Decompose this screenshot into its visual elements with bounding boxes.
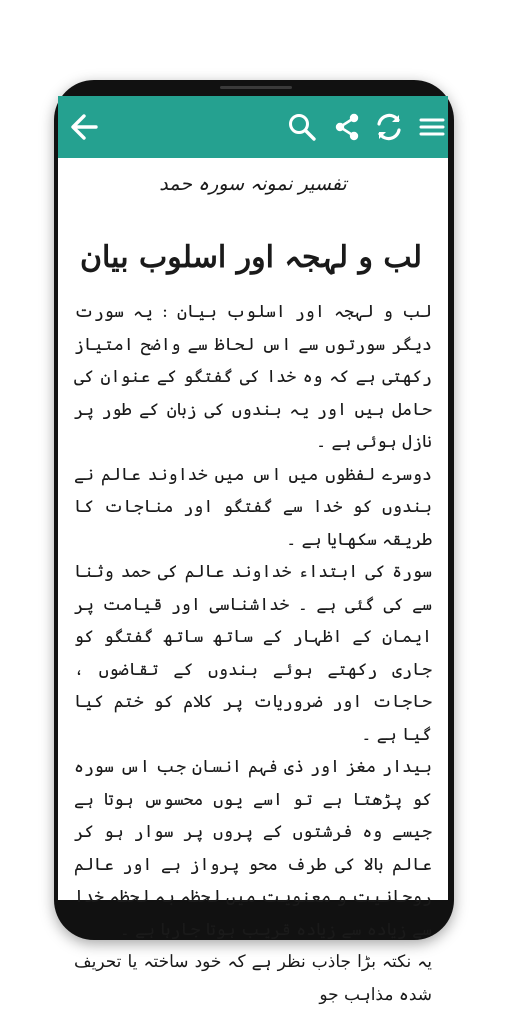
paragraph: دوسرے لفظوں میں اس میں خداوند عالم نے بندوں کو خدا سے گفتگو اور مناجات کا طریقہ سکھایا ہے ۔ — [74, 464, 432, 550]
article-content — [58, 168, 448, 1011]
search-icon[interactable] — [286, 111, 318, 143]
paragraph: یہ نکتہ بڑا جاذب نظر ہے کہ خود ساختہ یا تحریف شدہ مذاہب جو — [74, 952, 432, 1005]
article-subtitle: تفسیر نمونہ سورہ حمد — [159, 173, 347, 195]
app-bar — [58, 96, 448, 158]
article-body — [74, 296, 432, 1011]
refresh-icon[interactable] — [373, 111, 405, 143]
share-icon[interactable] — [331, 111, 363, 143]
paragraph: سورۃ کی ابتداء خداوند عالم کی حمد وثنا سے کی گئی ہے ۔ خداشناسی اور قیامت پر ایمان کے اظہار کے ساتھ ساتھ گفتگو کو جاری رکھتے ہوئے بندوں کے تقاضوں ، حاجات اور ضروریات پر کلام کو ختم کیا گیا ہے ۔ — [74, 562, 432, 745]
article-heading: لب و لہجہ اور اسلوب بیان — [80, 240, 422, 275]
app-screen — [58, 96, 448, 1005]
phone-speaker — [220, 86, 292, 89]
paragraph: لب و لہجہ اور اسلوب بیان : یہ سورت دیگر سورتوں سے اس لحاظ سے واضح امتیاز رکھتی ہے کہ وہ خدا کی گفتگو کے عنوان کی حامل ہیں اور یہ بندوں کی زبان کے طور پر نازل ہوئی ہے ۔ — [74, 302, 432, 452]
arrow-left-icon[interactable] — [68, 111, 100, 143]
menu-icon[interactable] — [416, 111, 448, 143]
paragraph: بیدار مغز اور ذی فہم انسان جب اس سورہ کو پڑھتا ہے تو اسے یوں محسوس ہوتا ہے جیسے وہ فرشتوں کے پروں پر سوار ہو کر عالم بالا کی طرف محو پرواز ہے اور عالم روحانیت و معنویت میں لحظہ بہ لحظہ خدا سے زیادہ سے زیادہ قریب ہوتا جارہا ہے ۔ — [74, 757, 432, 940]
